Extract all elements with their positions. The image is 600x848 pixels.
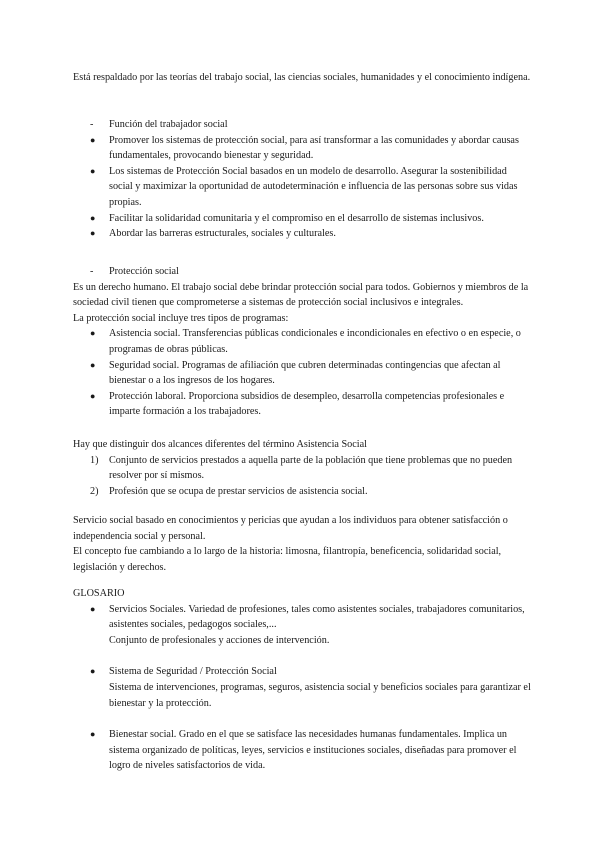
list-item-text: Protección laboral. Proporciona subsidios de desempleo, desarrolla competencias profesionales e imparte formación a los trabajadores.: [109, 390, 505, 418]
list-item-text: Asistencia social. Transferencias públicas condicionales e incondicionales en efectivo o en especie, o programas de obras públicas.: [109, 328, 521, 355]
section-asistencia: [73, 437, 533, 499]
list-item: [73, 133, 533, 164]
glossary-entry-text: Servicios Sociales. Variedad de profesiones, tales como asistentes sociales, trabajadores comunitarios, asistentes sociales, pedagogos sociales,...: [109, 603, 525, 631]
bullet-icon: ●: [90, 390, 96, 401]
list-item-text: Los sistemas de Protección Social basados en un modelo de desarrollo. Asegurar la sostenibilidad social y maximizar la oportunidad de autodeterminación e influencia de las personas sobre sus vidas propias.: [109, 165, 518, 208]
item-number: 1): [90, 454, 99, 466]
list-item: [73, 211, 533, 227]
glosario-section: [73, 586, 533, 774]
list-item: [73, 164, 533, 211]
numbered-item: [73, 453, 533, 484]
bullet-icon: ●: [90, 603, 96, 614]
numbered-item: [73, 484, 533, 500]
intro-paragraph: Está respaldado por las teorías del trabajo social, las ciencias sociales, humanidades y el conocimiento indígena.: [73, 72, 531, 83]
section-function: [73, 117, 533, 242]
bullet-icon: ●: [90, 228, 96, 239]
glossary-entry: [73, 727, 533, 774]
numbered-item-text: Conjunto de servicios prestados a aquella parte de la población que tiene problemas que no pueden resolver por sí mismos.: [109, 454, 513, 482]
bullet-icon: ●: [90, 666, 96, 677]
list-item: [73, 389, 533, 420]
glossary-entry: [73, 664, 533, 680]
paragraph: La protección social incluye tres tipos de programas:: [73, 312, 289, 324]
intro-block: [73, 70, 533, 86]
paragraph: Servicio social basado en conocimientos y pericias que ayudan a los individuos para obtener satisfacción o independencia social y personal.: [73, 515, 508, 542]
section-servicio-social: [73, 513, 533, 575]
paragraph: El concepto fue cambiando a lo largo de la historia: limosna, filantropía, beneficencia, solidaridad social, legislación y derechos.: [73, 546, 502, 573]
section-social-protection: [73, 264, 533, 420]
list-item-text: Promover los sistemas de protección social, para así transformar a las comunidades y abordar causas fundamentales, provocando bienestar y seguridad.: [109, 134, 519, 162]
glossary-entry-text: Sistema de Seguridad / Protección Social: [109, 666, 277, 678]
section-heading-row: [73, 264, 533, 280]
paragraph: Es un derecho humano. El trabajo social debe brindar protección social para todos. Gobiernos y miembros de la sociedad civil tienen que comprometerse a sistemas de protección social inclusivos e integrales.: [73, 281, 529, 309]
bullet-icon: ●: [90, 729, 96, 740]
glossary-entry-detail: Sistema de intervenciones, programas, seguros, asistencia social y beneficios sociales para garantizar el bienestar y la protección.: [109, 681, 531, 709]
list-item: [73, 226, 533, 242]
list-item: [73, 326, 533, 357]
bullet-icon: ●: [90, 359, 96, 370]
item-number: 2): [90, 485, 99, 497]
glossary-entry-text: Bienestar social. Grado en el que se satisface las necesidades humanas fundamentales. Implica un sistema organizado de políticas, leyes, servicios e instituciones sociales, diseñadas para promover el logro de niveles satisfactorios de vida.: [109, 729, 517, 772]
list-item-text: Facilitar la solidaridad comunitaria y el compromiso en el desarrollo de sistemas inclusivos.: [109, 212, 484, 224]
glosario-title: GLOSARIO: [73, 588, 125, 599]
numbered-item-text: Profesión que se ocupa de prestar servicios de asistencia social.: [109, 485, 368, 497]
list-item-text: Abordar las barreras estructurales, sociales y culturales.: [109, 228, 336, 240]
bullet-icon: ●: [90, 328, 96, 339]
glossary-entry: [73, 602, 533, 633]
dash-marker: -: [90, 119, 94, 130]
dash-marker: -: [90, 266, 94, 277]
section-heading-row: [73, 117, 533, 133]
section-heading: Función del trabajador social: [109, 119, 228, 130]
glossary-entry-detail: Conjunto de profesionales y acciones de intervención.: [109, 634, 330, 646]
paragraph: Hay que distinguir dos alcances diferentes del término Asistencia Social: [73, 439, 367, 450]
bullet-icon: ●: [90, 212, 96, 223]
bullet-icon: ●: [90, 165, 96, 176]
list-item-text: Seguridad social. Programas de afiliación que cubren determinadas contingencias que afectan al bienestar o a los ingresos de los hogares.: [109, 359, 501, 387]
bullet-icon: ●: [90, 134, 96, 145]
list-item: [73, 358, 533, 389]
section-heading: Protección social: [109, 266, 179, 277]
